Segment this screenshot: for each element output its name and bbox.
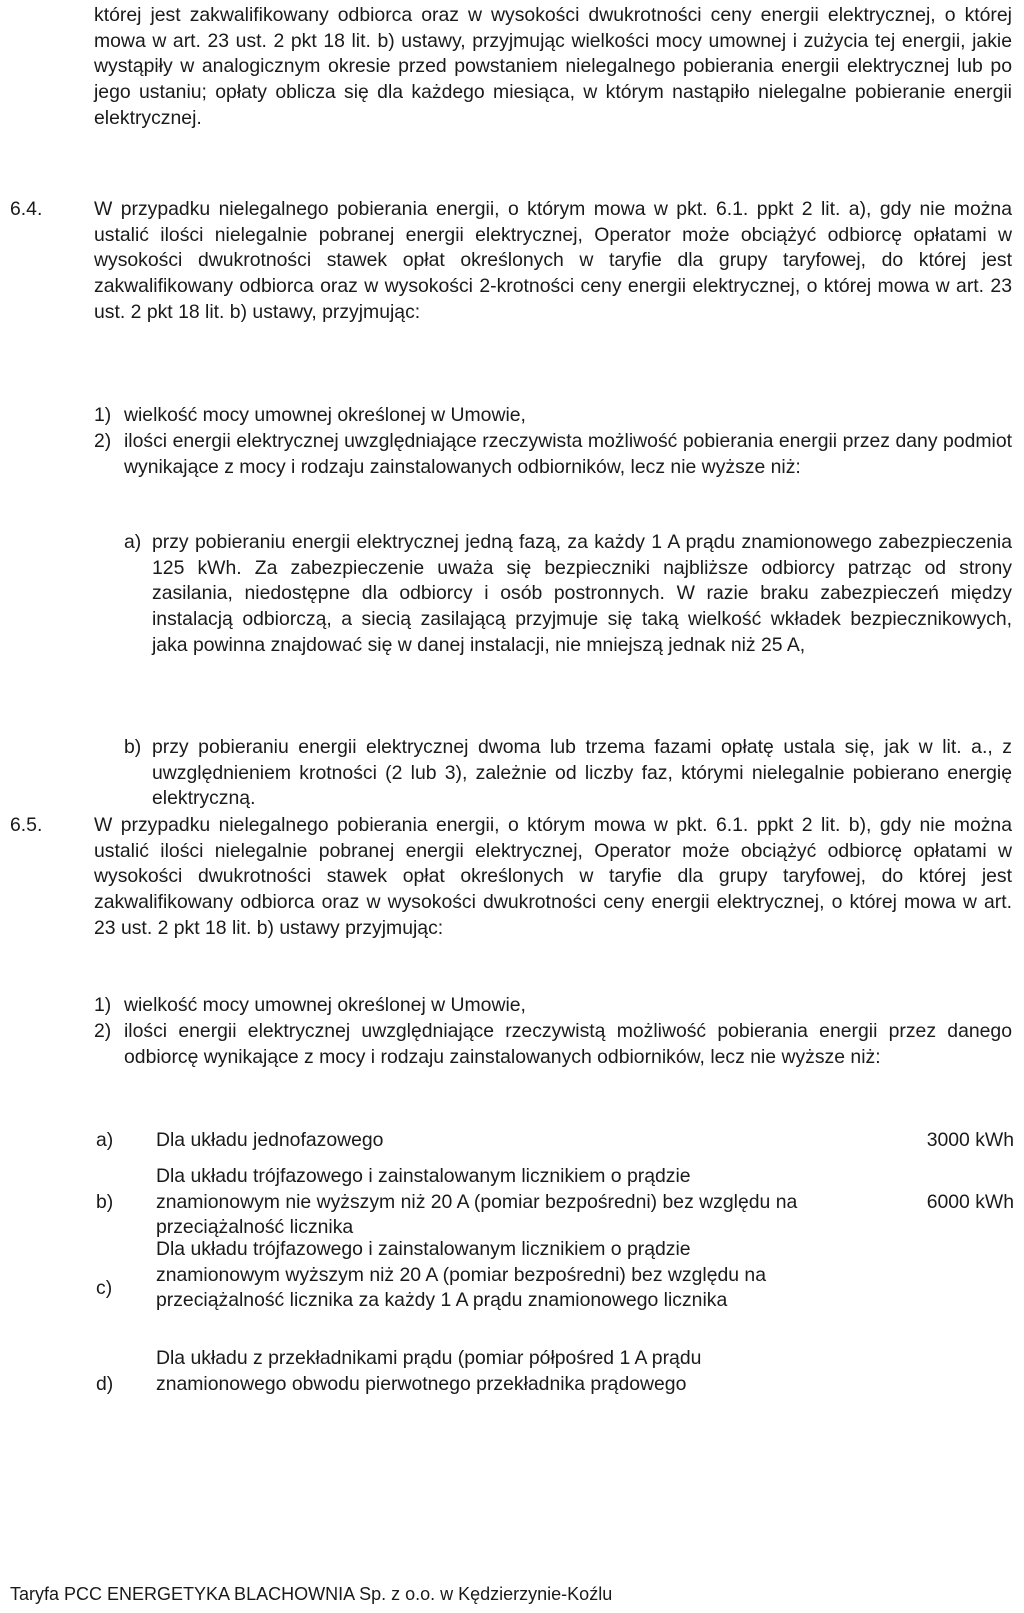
- section-6-4-item-2-label: 2): [94, 430, 112, 452]
- page-footer: Taryfa PCC ENERGETYKA BLACHOWNIA Sp. z o.o. w Kędzierzynie-Koźlu: [10, 1584, 613, 1604]
- table-row-text: Dla układu z przekładnikami prądu (pomiar półpośred 1 A prądu znamionowego obwodu pierwotnego przekładnika prądowego: [156, 1347, 702, 1395]
- table-row-label: c): [96, 1277, 113, 1299]
- table-row-label: b): [96, 1191, 114, 1213]
- section-number-6-5: 6.5.: [10, 814, 43, 836]
- table-row-value: 3000 kWh: [926, 1129, 1014, 1151]
- table-row-text: Dla układu jednofazowego: [156, 1129, 384, 1151]
- section-6-5-paragraph: W przypadku nielegalnego pobierania energii, o którym mowa w pkt. 6.1. ppkt 2 lit. b), gdy nie można ustalić ilości nielegalnie pobranej energii elektrycznej, Operator może obciążyć odbiorcę opłatami w wysokości dwukrotności stawek opłat określonych w taryfie dla grupy taryfowej, do której jest zakwalifikowany odbiorca oraz w wysokości dwukrotności ceny energii elektrycznej, o której mowa w art. 23 ust. 2 pkt 18 lit. b) ustawy przyjmując:: [94, 814, 1012, 939]
- section-6-5-item-2-label: 2): [94, 1020, 112, 1042]
- section-6-4-item-1-text: wielkość mocy umownej określonej w Umowie,: [124, 404, 526, 426]
- section-6-4-sub-a-label: a): [124, 531, 142, 553]
- section-6-5-item-1-label: 1): [94, 994, 112, 1016]
- section-6-4-item-2-text: ilości energii elektrycznej uwzględniające rzeczywista możliwość pobierania energii przez dany podmiot wynikające z mocy i rodzaju zainstalowanych odbiorników, lecz nie wyższe niż:: [124, 430, 1012, 478]
- intro-paragraph: której jest zakwalifikowany odbiorca oraz w wysokości dwukrotności ceny energii elektrycznej, o której mowa w art. 23 ust. 2 pkt 18 lit. b) ustawy, przyjmując wielkości mocy umownej i zużycia tej energii, jakie wystąpiły w analogicznym okresie przed powstaniem nielegalnego pobierania energii elektrycznej lub po jego ustaniu; opłaty oblicza się dla każdego miesiąca, w którym nastąpiło nielegalne pobieranie energii elektrycznej.: [94, 4, 1012, 129]
- table-row-value: 6000 kWh: [926, 1191, 1014, 1213]
- section-6-5-item-1-text: wielkość mocy umownej określonej w Umowie,: [124, 994, 526, 1016]
- section-6-5-item-2-text: ilości energii elektrycznej uwzględniające rzeczywistą możliwość pobierania energii przez danego odbiorcę wynikające z mocy i rodzaju zainstalowanych odbiorników, lecz nie wyższe niż:: [124, 1020, 1012, 1068]
- section-number-6-4: 6.4.: [10, 198, 43, 220]
- table-row-label: d): [96, 1373, 114, 1395]
- table-row-text: Dla układu trójfazowego i zainstalowanym licznikiem o prądzie znamionowym nie wyższym niż 20 A (pomiar bezpośredni) bez względu na przeciążalność licznika: [156, 1165, 798, 1239]
- section-6-4-sub-b-label: b): [124, 736, 142, 758]
- table-row-text: Dla układu trójfazowego i zainstalowanym licznikiem o prądzie znamionowym wyższym niż 20 A (pomiar bezpośredni) bez względu na przeciążalność licznika za każdy 1 A prądu znamionowego licznika: [156, 1238, 766, 1312]
- section-6-4-sub-a-text: przy pobieraniu energii elektrycznej jedną fazą, za każdy 1 A prądu znamionowego zabezpieczenia 125 kWh. Za zabezpieczenie uważa się bezpieczniki najbliższe odbiorcy patrząc od strony zasilania, niedostępne dla odbiorcy i osób postronnych. W razie braku zabezpieczeń między instalacją odbiorczą, a siecią zasilającą przyjmuje się taką wielkość wkładek bezpiecznikowych, jaka powinna znajdować się w danej instalacji, nie mniejszą jednak niż 25 A,: [152, 531, 1012, 656]
- table-row-label: a): [96, 1129, 114, 1151]
- section-6-4-item-1-label: 1): [94, 404, 112, 426]
- section-6-4-sub-b-text: przy pobieraniu energii elektrycznej dwoma lub trzema fazami opłatę ustala się, jak w lit. a., z uwzględnieniem krotności (2 lub 3), zależnie od liczby faz, którymi nielegalnie pobierano energię elektryczną.: [152, 736, 1012, 810]
- section-6-4-paragraph: W przypadku nielegalnego pobierania energii, o którym mowa w pkt. 6.1. ppkt 2 lit. a), gdy nie można ustalić ilości nielegalnie pobranej energii elektrycznej, Operator może obciążyć odbiorcę opłatami w wysokości dwukrotności stawek opłat określonych w taryfie dla grupy taryfowej, do której jest zakwalifikowany odbiorca oraz w wysokości 2-krotności ceny energii elektrycznej, o której mowa w art. 23 ust. 2 pkt 18 lit. b) ustawy, przyjmując:: [94, 198, 1012, 323]
